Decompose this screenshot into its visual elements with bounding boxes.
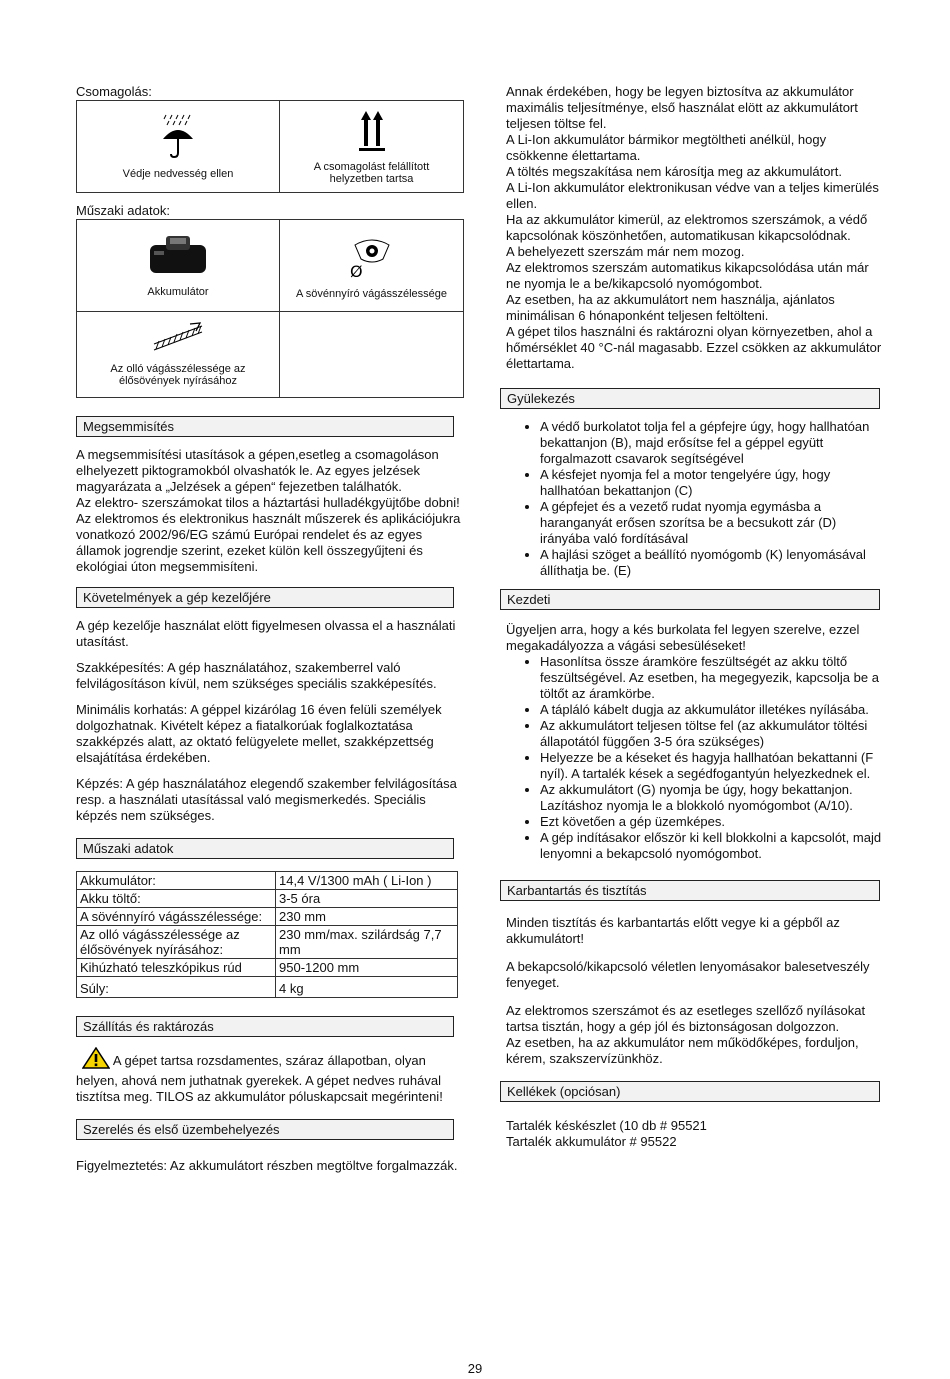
spec-label: Kihúzható teleszkópikus rúd <box>77 959 276 977</box>
cut-width-label: A sövénnyíró vágásszélessége <box>295 288 448 300</box>
battery-cell <box>77 220 280 312</box>
moisture-cell <box>77 101 280 193</box>
specs-header: Műszaki adatok <box>76 838 454 859</box>
this-way-up-icon <box>280 108 463 155</box>
requirements-p1: A gép kezelője használat elött figyelmesen olvassa el a használati utasítást. <box>76 618 456 649</box>
maintenance-header: Karbantartás és tisztítás <box>500 880 880 901</box>
assembly-text: Figyelmeztetés: Az akkumulátort részben megtöltve forgalmazzák. <box>76 1158 458 1173</box>
list-item: • A gépfejet és a vezető rudat nyomja egymásba a haranganyát erősen szorítsa be a becsukott zár (D) irányába való fordításával <box>540 499 882 547</box>
shear-label: Az olló vágásszélessége az élősövények nyírásához <box>110 363 246 387</box>
spec-label: Akkumulátor: <box>77 872 276 890</box>
spec-row <box>77 926 458 959</box>
spec-label: Súly: <box>77 977 276 998</box>
cut-width-cell <box>280 220 464 312</box>
packaging-title: Csomagolás: <box>76 84 152 99</box>
list-item: • A hajlási szöget a beállító nyomógomb (K) lenyomásával állíthatja be. (E) <box>540 547 882 579</box>
spec-value: 950-1200 mm <box>276 959 458 977</box>
requirements-p2: Szakképesítés: A gép használatához, szakemberrel való felvilágosításon kívül, nem szükséges speciális szakképesítés. <box>76 660 437 691</box>
spec-row <box>77 977 458 998</box>
spec-value: 4 kg <box>276 977 458 998</box>
accessories-text: Tartalék késkészlet (10 db # 95521 Tartalék akkumulátor # 95522 <box>506 1118 707 1149</box>
storage-header: Szállítás és raktározás <box>76 1016 454 1037</box>
assembly-header: Szerelés és első üzembehelyezés <box>76 1119 454 1140</box>
upright-label: A csomagolást felállított helyzetben tartsa <box>313 161 430 185</box>
spec-row <box>77 890 458 908</box>
empty-cell <box>280 312 464 398</box>
storage-text: A gépet tartsa rozsdamentes, száraz állapotban, olyan helyen, ahová nem juthatnak gyerekek. A gépet nedves ruhával tisztítsa meg. TILOS az akkumulátor póluskapcsait megérinteni! <box>76 1053 443 1104</box>
initial-list <box>500 654 882 862</box>
list-item: • A késfejet nyomja fel a motor tengelyére úgy, hogy hallhatóan bekattanjon (C) <box>540 467 882 499</box>
umbrella-icon <box>77 113 279 162</box>
list-item: • Helyezze be a késeket és hagyja hallhatóan bekattanni (F nyíl). A tartalék kések a segédfogantyún helyezkednek el. <box>540 750 882 782</box>
spec-label: Az olló vágásszélessége az élősövények nyírásához: <box>77 926 276 959</box>
spec-row <box>77 959 458 977</box>
list-item: • A védő burkolatot tolja fel a gépfejre úgy, hogy hallhatóan bekattanjon (B), majd erősítse fel a géppel együtt forgalmazott csavarok segítségével <box>540 419 882 467</box>
battery-info-text: Annak érdekében, hogy be legyen biztosítva az akkumulátor maximális teljesítménye, első használat elött az akkumulátort teljesen töltse fel. A Li-Ion akkumulátor bármikor megtöltheti anélkül, hogy csökkenne élettartama. A töltés megszakítása nem károsítja meg az akkumulátort. A Li-Ion akkumulátor elektronikusan védve van a teljes kimerülés ellen. Ha az akkumulátor kimerül, az elektromos szerszámok, a védő kapcsolónak köszönhetően, automatikusan kikapcsolódnak. A behelyezett szerszám már nem mozog. Az elektromos szerszám automatikus kikapcsolódása után már ne nyomja le a be/kikapcsoló nyomógombot. Az esetben, ha az akkumulátort nem használja, ajánlatos minimálisan 6 hónaponként teljesen feltölteni. A gépet tilos használni és raktározni olyan környezetben, ahol a hőmérséklet 40 °C-nál magasabb. Ezzel csökken az akkumulátor élettartama. <box>506 84 882 371</box>
list-item: • A gép indításakor először ki kell blokkolni a kapcsolót, majd lenyomni a bekapcsoló nyomógombot. <box>540 830 882 862</box>
maintenance-p3: Az elektromos szerszámot és az esetleges szellőző nyílásokat tartsa tisztán, hogy a gép jól és biztonságosan dolgozzon. Az esetben, ha az akkumulátor nem működőképes, forduljon, kérem, szakszervízünkhöz. <box>506 1003 866 1066</box>
maintenance-p1: Minden tisztítás és karbantartás előtt vegye ki a gépből az akkumulátort! <box>506 915 840 946</box>
left-column <box>76 84 468 1174</box>
battery-label: Akkumulátor <box>147 286 209 298</box>
spec-row <box>77 908 458 926</box>
warning-icon <box>82 1047 110 1073</box>
spec-label: A sövénnyíró vágásszélessége: <box>77 908 276 926</box>
hedge-shear-icon <box>77 322 279 359</box>
shear-cell <box>77 312 280 398</box>
spec-value: 14,4 V/1300 mAh ( Li-Ion ) <box>276 872 458 890</box>
spec-value: 230 mm/max. szilárdság 7,7 mm <box>276 926 458 959</box>
blade-diameter-icon <box>280 231 463 284</box>
list-item: • Az akkumulátort (G) nyomja be úgy, hogy bekattanjon. Lazításhoz nyomja le a blokkoló nyomógombot (A/10). <box>540 782 882 814</box>
maintenance-p2: A bekapcsoló/kikapcsoló véletlen lenyomásakor balesetveszély fenyeget. <box>506 959 870 990</box>
spec-label: Akku töltő: <box>77 890 276 908</box>
page-number: 29 <box>467 1361 483 1376</box>
disposal-text: A megsemmisítési utasítások a gépen,esetleg a csomagoláson elhelyezett piktogramokból olvashatók le. Az egyes jelzések magyarázata a „Jelzések a gépen“ fejezetben találhatók. Az elektro- szerszámokat tilos a háztartási hulladékgyüjtőbe dobni! Az elektromos és elektronikus használt műszerek és aplikációjukra vonatkozó 2002/96/EG számú Európai rendelet és az egyes államok jogrendje szerint, ezeket külön kell összegyűjteni és ekológiai úton megsemmisíteni. <box>76 447 461 574</box>
packaging-table <box>76 100 464 193</box>
requirements-p3: Minimális korhatás: A géppel kizárólag 16 éven felüli személyek dolgozhatnak. Kivételt képez a fiatalkorúak foglalkoztatása szakképzés alatt, az oktató felügyelete mellet, szakképzettség elsajátítása érdekében. <box>76 702 442 765</box>
storage-block <box>76 1047 468 1105</box>
list-item: • Ezt követően a gép üzemképes. <box>540 814 882 830</box>
right-column <box>500 84 882 1150</box>
list-item: • Az akkumulátort teljesen töltse fel (az akkumulátor töltési állapotától függően 3-5 óra szükséges) <box>540 718 882 750</box>
spec-value: 230 mm <box>276 908 458 926</box>
disposal-header: Megsemmisítés <box>76 416 454 437</box>
requirements-header: Követelmények a gép kezelőjére <box>76 587 454 608</box>
spec-value: 3-5 óra <box>276 890 458 908</box>
list-item: • Hasonlítsa össze áramköre feszültségét az akku töltő feszültségével. Az esetben, ha megegyezik, kapcsolja be a töltőt az áramkörbe. <box>540 654 882 702</box>
spec-row <box>77 872 458 890</box>
initial-header: Kezdeti <box>500 589 880 610</box>
requirements-p4: Képzés: A gép használatához elegendő szakember felvilágosítása resp. a használati utasítással való megismerkedés. Speciális képzés nem szükséges. <box>76 776 457 823</box>
diameter-symbol: Ø <box>349 262 363 281</box>
battery-icon <box>77 233 279 280</box>
assembly-steps-list <box>500 419 882 579</box>
initial-intro: Ügyeljen arra, hogy a kés burkolata fel legyen szerelve, ezzel megakadályozza a vágási sebesüléseket! <box>506 622 860 653</box>
accessories-header: Kellékek (opciósan) <box>500 1081 880 1102</box>
specs-table <box>76 871 458 998</box>
assembly-steps-header: Gyülekezés <box>500 388 880 409</box>
moisture-label: Védje nedvesség ellen <box>122 168 234 180</box>
upright-cell <box>280 101 464 193</box>
tech-symbols-title: Műszaki adatok: <box>76 203 170 218</box>
list-item: • A tápláló kábelt dugja az akkumulátor illetékes nyílásába. <box>540 702 882 718</box>
tech-symbols-table <box>76 219 464 398</box>
